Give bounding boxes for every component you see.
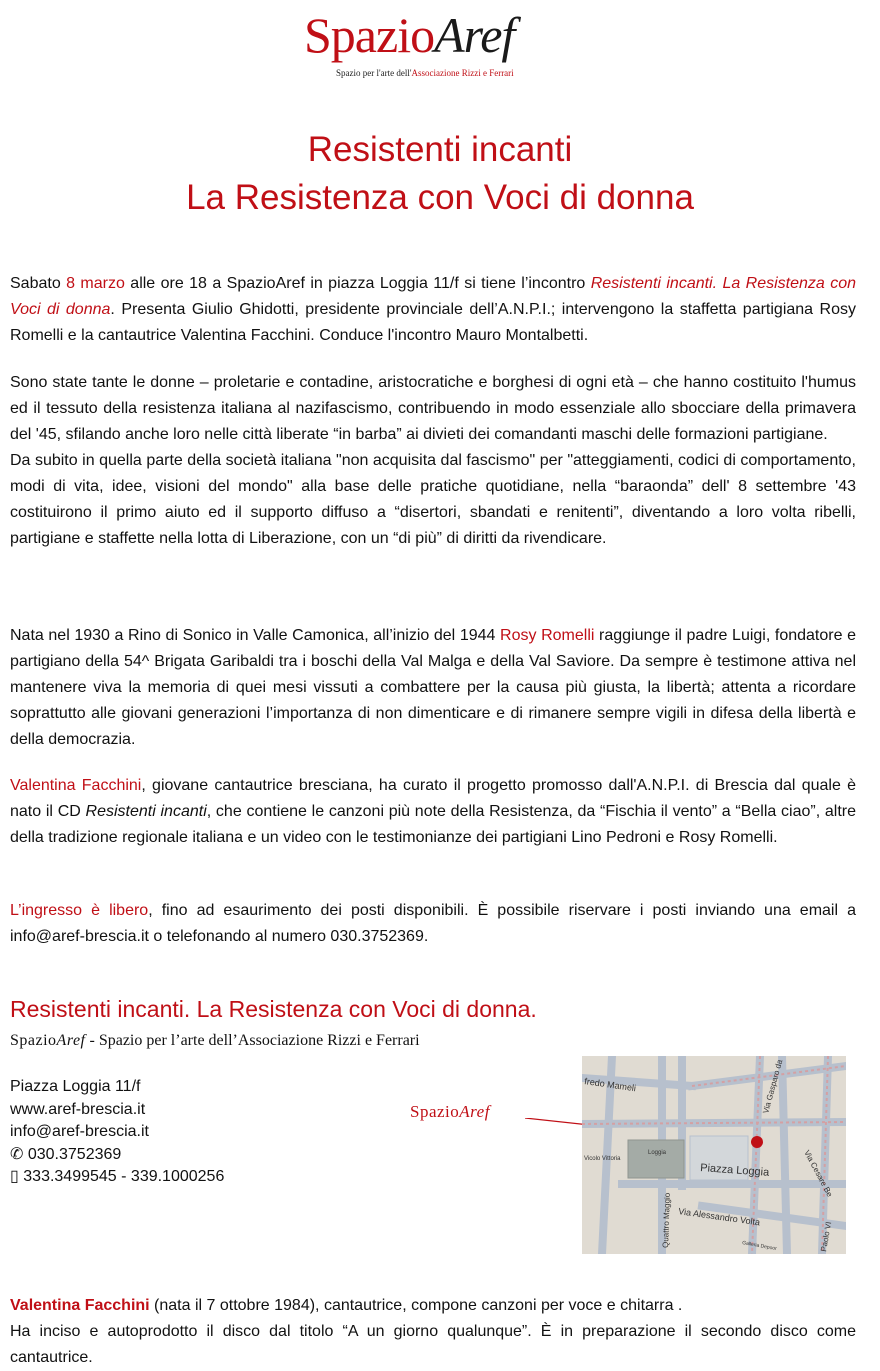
street-cesare: Via Cesare Be xyxy=(802,1148,835,1199)
valentina-name: Valentina Facchini xyxy=(10,777,142,794)
bio-text-2: Ha inciso e autoprodotto il disco dal titolo “A un giorno qualunque”. È in preparazione il secondo disco come cantautrice. xyxy=(10,1323,856,1366)
footer-title: Resistenti incanti. La Resistenza con Voci di donna. xyxy=(10,996,537,1022)
street-vittoria: Vicolo Vittoria xyxy=(584,1156,621,1162)
label-piazza-loggia: Piazza Loggia xyxy=(699,1162,770,1179)
free-entry: L’ingresso è libero xyxy=(10,902,149,919)
mobile-phone-icon: ▯ xyxy=(10,1168,19,1185)
label-loggia: Loggia xyxy=(648,1150,667,1156)
page-subtitle: La Resistenza con Voci di donna xyxy=(186,178,694,217)
entry-paragraph: L’ingresso è libero, fino ad esaurimento dei posti disponibili. È possibile riservare i posti inviando una email a info@aref-brescia.it o telefonando al numero 030.3752369. xyxy=(10,902,856,945)
page-title: Resistenti incanti xyxy=(307,130,573,169)
history-paragraph xyxy=(10,370,856,552)
mobile-row: ▯ 333.3499545 - 339.1000256 xyxy=(10,1168,225,1185)
address: Piazza Loggia 11/f xyxy=(10,1078,141,1095)
footer-tagline: SpazioAref - Spazio per l’arte dell’Associazione Rizzi e Ferrari xyxy=(10,1032,420,1049)
phone-icon: ✆ xyxy=(10,1145,24,1163)
cd-title: Resistenti incanti xyxy=(85,803,207,820)
logo-wordmark: SpazioAref xyxy=(304,7,515,63)
website-link[interactable]: www.aref-brescia.it xyxy=(10,1100,146,1118)
street-mameli: fredo Mameli xyxy=(583,1076,637,1094)
event-title: Resistenti incanti. La Resistenza con Voci di donna xyxy=(10,275,857,318)
street-paolo: Paolo VI xyxy=(819,1220,834,1253)
spazioaref-logo xyxy=(300,6,580,86)
history-text-1: Sono state tante le donne – proletarie e contadine, aristocratiche e borghesi di ogni età – che hanno costituito l'humus ed il tessuto della resistenza italiana al nazifascismo, contribuendo in modo essenziale allo sbocciare della primavera del '45, sfilando anche loro nelle città liberate “in barba” ai divieti dei comandanti maschi delle formazioni partigiane. xyxy=(10,374,856,443)
map-label: SpazioAref xyxy=(410,1102,490,1121)
rosy-paragraph: Nata nel 1930 a Rino di Sonico in Valle Camonica, all’inizio del 1944 Rosy Romelli raggiunge il padre Luigi, fondatore e partigiano della 54^ Brigata Garibaldi tra i boschi della Val Malga e della Val Saviore. Da sempre è testimone attiva nel mantenere viva la memoria di quei mesi vissuti a combattere per la causa più giusta, la libertà; attenta a ricordare soprattutto alle giovani generazioni l’importanza di non dimenticare e di rimanere sempre vigili in difesa della libertà e della democrazia. xyxy=(10,627,857,748)
bio-section: Valentina Facchini (nata il 7 ottobre 1984), cantautrice, compone canzoni per voce e chitarra . Ha inciso e autoprodotto il disco dal titolo “A un giorno qualunque”. È in preparazione il secondo disco come cantautrice. xyxy=(10,1293,856,1371)
rosy-name: Rosy Romelli xyxy=(500,627,595,644)
history-text-2: Da subito in quella parte della società italiana "non acquisita dal fascismo" per "atteggiamenti, codici di comportamento, modi di vita, idee, visioni del mondo" alla base delle pratiche quotidiane, nella “baraonda” dell' 8 settembre '43 costituirono il primo aiuto ed il supporto diffuso a “disertori, sbandati e renitenti”, diventando a loro volta ribelli, partigiane e staffette nella lotta di Liberazione, con un “di più” di diritti da rivendicare. xyxy=(10,452,856,547)
email-link[interactable]: info@aref-brescia.it xyxy=(10,1123,149,1140)
street-gasparo: Via Gasparo da xyxy=(761,1058,785,1115)
street-galleria: Galleria Depoor xyxy=(741,1240,778,1253)
logo-subtitle: Spazio per l'arte dell'Associazione Rizzi e Ferrari xyxy=(336,68,514,78)
street-maggio: Quattro Maggio xyxy=(661,1192,672,1249)
intro-paragraph: Sabato 8 marzo alle ore 18 a SpazioAref in piazza Loggia 11/f si tiene l’incontro Resistenti incanti. La Resistenza con Voci di donna. Presenta Giulio Ghidotti, presidente provinciale dell’A.N.P.I.; intervengono la staffetta partigiana Rosy Romelli e la cantautrice Valentina Facchini. Conduce l'incontro Mauro Montalbetti. xyxy=(10,275,857,344)
street-volta: Via Alessandro Volta xyxy=(677,1206,761,1228)
contact-block xyxy=(10,1076,224,1189)
location-map[interactable] xyxy=(582,1056,846,1254)
valentina-paragraph: Valentina Facchini, giovane cantautrice bresciana, ha curato il progetto promosso dall'A.N.P.I. di Brescia dal quale è nato il CD Resistenti incanti, che contiene le canzoni più note della Resistenza, da “Fischia il vento” a “Bella ciao”, altre della tradizione regionale italiana e un video con le testimonianze dei partigiani Lino Pedroni e Rosy Romelli. xyxy=(10,777,856,846)
phone-row: ✆ 030.3752369 xyxy=(10,1145,122,1163)
event-date: 8 marzo xyxy=(66,275,125,292)
bio-name: Valentina Facchini xyxy=(10,1297,150,1314)
